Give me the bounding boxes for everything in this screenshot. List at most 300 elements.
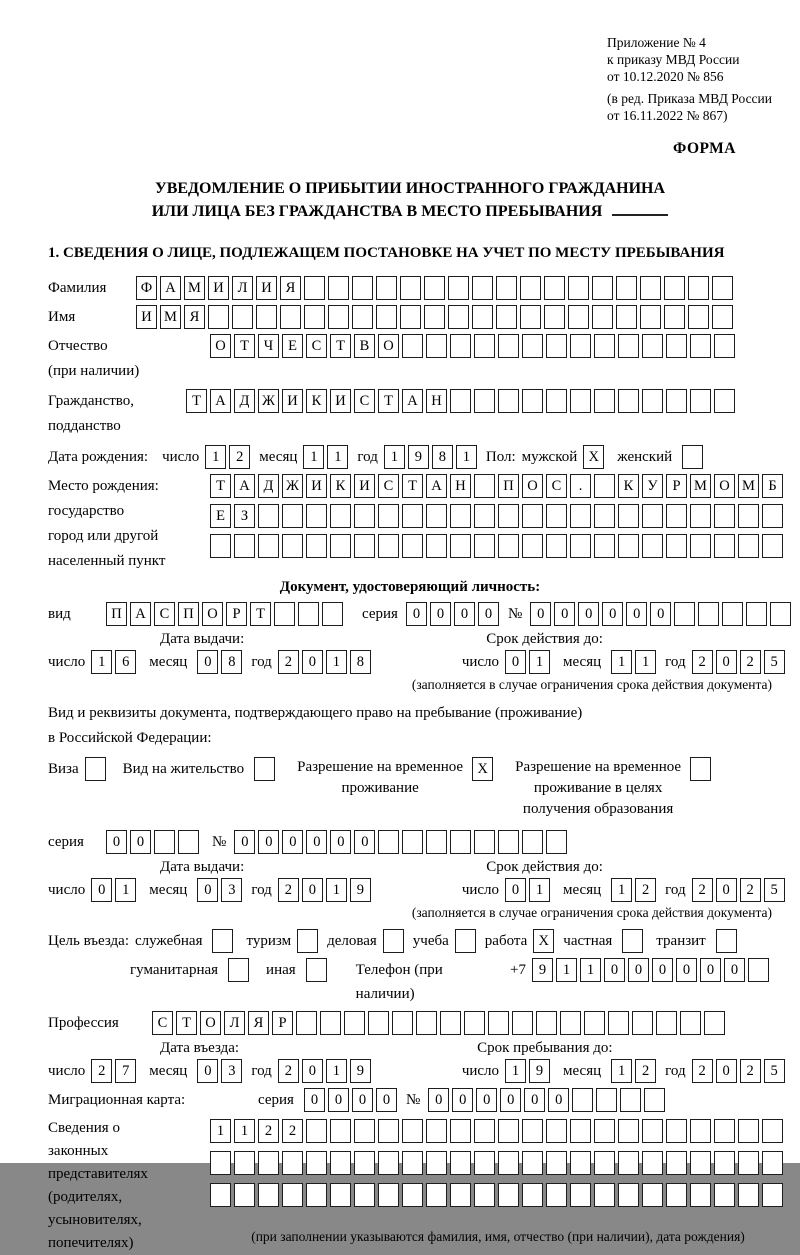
char-box[interactable]: 0	[554, 602, 575, 626]
purpose-transit-checkbox[interactable]	[716, 929, 740, 953]
char-box[interactable]	[496, 276, 517, 300]
char-box[interactable]: 2	[282, 1119, 303, 1143]
title-blank-underline[interactable]	[612, 200, 668, 216]
char-box[interactable]	[424, 305, 445, 329]
mc-number-input[interactable]	[428, 1088, 668, 1112]
char-box[interactable]: У	[642, 474, 663, 498]
birth-day-input[interactable]	[205, 445, 253, 469]
char-box[interactable]	[682, 445, 703, 469]
char-box[interactable]	[210, 534, 231, 558]
entry-day[interactable]	[91, 1059, 139, 1083]
char-box[interactable]	[642, 1151, 663, 1175]
char-box[interactable]	[546, 504, 567, 528]
char-box[interactable]	[402, 334, 423, 358]
char-box[interactable]	[570, 1119, 591, 1143]
char-box[interactable]	[546, 534, 567, 558]
doc-issue-year[interactable]	[278, 650, 374, 674]
char-box[interactable]	[354, 1183, 375, 1207]
char-box[interactable]: 1	[611, 1059, 632, 1083]
char-box[interactable]: О	[200, 1011, 221, 1035]
char-box[interactable]	[622, 929, 643, 953]
char-box[interactable]: 1	[556, 958, 577, 982]
char-box[interactable]: И	[354, 474, 375, 498]
representatives-input-row3[interactable]	[210, 1183, 786, 1207]
char-box[interactable]: И	[282, 389, 303, 413]
char-box[interactable]	[644, 1088, 665, 1112]
char-box[interactable]	[474, 1119, 495, 1143]
patronymic-input[interactable]	[210, 334, 738, 358]
char-box[interactable]: 0	[500, 1088, 521, 1112]
char-box[interactable]: 0	[376, 1088, 397, 1112]
char-box[interactable]: М	[184, 276, 205, 300]
phone-input[interactable]	[532, 958, 772, 982]
char-box[interactable]: X	[533, 929, 554, 953]
char-box[interactable]	[642, 334, 663, 358]
char-box[interactable]: 3	[221, 878, 242, 902]
char-box[interactable]	[546, 389, 567, 413]
char-box[interactable]	[488, 1011, 509, 1035]
char-box[interactable]	[426, 334, 447, 358]
char-box[interactable]: 6	[115, 650, 136, 674]
char-box[interactable]: С	[546, 474, 567, 498]
char-box[interactable]	[690, 757, 711, 781]
doc-expiry-year[interactable]	[692, 650, 788, 674]
char-box[interactable]	[328, 305, 349, 329]
char-box[interactable]: 0	[604, 958, 625, 982]
char-box[interactable]: П	[178, 602, 199, 626]
char-box[interactable]: Я	[184, 305, 205, 329]
char-box[interactable]	[376, 305, 397, 329]
char-box[interactable]: 0	[724, 958, 745, 982]
sex-male-checkbox[interactable]	[583, 445, 607, 469]
char-box[interactable]	[330, 534, 351, 558]
char-box[interactable]: 0	[650, 602, 671, 626]
representatives-input-row2[interactable]	[210, 1151, 786, 1175]
birth-place-input-row2[interactable]	[210, 504, 786, 528]
residence-permit-checkbox[interactable]	[254, 757, 278, 781]
char-box[interactable]	[738, 504, 759, 528]
char-box[interactable]: 0	[716, 650, 737, 674]
char-box[interactable]	[416, 1011, 437, 1035]
char-box[interactable]	[642, 504, 663, 528]
char-box[interactable]	[352, 276, 373, 300]
char-box[interactable]	[450, 334, 471, 358]
char-box[interactable]: 0	[628, 958, 649, 982]
char-box[interactable]: Ч	[258, 334, 279, 358]
char-box[interactable]: Т	[378, 389, 399, 413]
char-box[interactable]	[618, 1119, 639, 1143]
char-box[interactable]: 0	[304, 1088, 325, 1112]
char-box[interactable]	[568, 276, 589, 300]
doc-issue-day[interactable]	[91, 650, 139, 674]
char-box[interactable]: 0	[478, 602, 499, 626]
char-box[interactable]: А	[234, 474, 255, 498]
char-box[interactable]	[450, 389, 471, 413]
char-box[interactable]	[536, 1011, 557, 1035]
char-box[interactable]	[322, 602, 343, 626]
char-box[interactable]: О	[210, 334, 231, 358]
char-box[interactable]	[594, 1183, 615, 1207]
char-box[interactable]	[232, 305, 253, 329]
char-box[interactable]	[306, 534, 327, 558]
char-box[interactable]	[642, 1119, 663, 1143]
char-box[interactable]: 5	[764, 878, 785, 902]
char-box[interactable]	[354, 534, 375, 558]
char-box[interactable]	[354, 1119, 375, 1143]
char-box[interactable]	[474, 334, 495, 358]
char-box[interactable]	[570, 334, 591, 358]
char-box[interactable]: 1	[384, 445, 405, 469]
char-box[interactable]	[258, 1183, 279, 1207]
char-box[interactable]: 0	[302, 1059, 323, 1083]
char-box[interactable]: Н	[450, 474, 471, 498]
stay-month[interactable]	[611, 1059, 659, 1083]
char-box[interactable]	[256, 305, 277, 329]
char-box[interactable]	[330, 1151, 351, 1175]
char-box[interactable]	[496, 305, 517, 329]
char-box[interactable]	[378, 504, 399, 528]
representatives-input-row1[interactable]	[210, 1119, 786, 1143]
char-box[interactable]: О	[202, 602, 223, 626]
char-box[interactable]	[400, 276, 421, 300]
char-box[interactable]: 0	[454, 602, 475, 626]
char-box[interactable]: 2	[278, 1059, 299, 1083]
char-box[interactable]	[330, 504, 351, 528]
char-box[interactable]	[328, 276, 349, 300]
char-box[interactable]	[376, 276, 397, 300]
char-box[interactable]	[426, 534, 447, 558]
char-box[interactable]	[640, 305, 661, 329]
char-box[interactable]: А	[426, 474, 447, 498]
char-box[interactable]: 0	[197, 1059, 218, 1083]
char-box[interactable]: Л	[232, 276, 253, 300]
char-box[interactable]: М	[160, 305, 181, 329]
char-box[interactable]: 0	[302, 878, 323, 902]
char-box[interactable]	[714, 334, 735, 358]
char-box[interactable]: О	[378, 334, 399, 358]
char-box[interactable]	[716, 929, 737, 953]
char-box[interactable]	[450, 1119, 471, 1143]
char-box[interactable]	[592, 276, 613, 300]
char-box[interactable]: 1	[303, 445, 324, 469]
char-box[interactable]: Д	[258, 474, 279, 498]
char-box[interactable]	[594, 504, 615, 528]
char-box[interactable]: Л	[224, 1011, 245, 1035]
char-box[interactable]	[642, 534, 663, 558]
char-box[interactable]	[570, 1183, 591, 1207]
char-box[interactable]	[450, 534, 471, 558]
char-box[interactable]	[714, 1119, 735, 1143]
char-box[interactable]: 0	[716, 878, 737, 902]
char-box[interactable]	[234, 1183, 255, 1207]
char-box[interactable]: К	[618, 474, 639, 498]
char-box[interactable]	[258, 534, 279, 558]
char-box[interactable]: 1	[205, 445, 226, 469]
char-box[interactable]	[674, 602, 695, 626]
char-box[interactable]: 8	[350, 650, 371, 674]
char-box[interactable]	[424, 276, 445, 300]
char-box[interactable]: 9	[350, 1059, 371, 1083]
char-box[interactable]	[474, 1183, 495, 1207]
char-box[interactable]	[306, 1151, 327, 1175]
char-box[interactable]	[282, 504, 303, 528]
surname-input[interactable]	[136, 276, 736, 300]
char-box[interactable]	[608, 1011, 629, 1035]
char-box[interactable]: С	[152, 1011, 173, 1035]
char-box[interactable]: Д	[234, 389, 255, 413]
char-box[interactable]: Р	[666, 474, 687, 498]
char-box[interactable]: И	[208, 276, 229, 300]
char-box[interactable]	[594, 1119, 615, 1143]
char-box[interactable]: А	[130, 602, 151, 626]
residence-expiry-day[interactable]	[505, 878, 553, 902]
char-box[interactable]: С	[306, 334, 327, 358]
char-box[interactable]	[426, 1151, 447, 1175]
char-box[interactable]	[426, 830, 447, 854]
char-box[interactable]	[254, 757, 275, 781]
char-box[interactable]: 2	[278, 878, 299, 902]
char-box[interactable]: М	[690, 474, 711, 498]
char-box[interactable]	[666, 1183, 687, 1207]
purpose-private-checkbox[interactable]	[622, 929, 646, 953]
char-box[interactable]	[354, 504, 375, 528]
char-box[interactable]	[642, 389, 663, 413]
char-box[interactable]	[594, 334, 615, 358]
char-box[interactable]	[378, 830, 399, 854]
char-box[interactable]: О	[522, 474, 543, 498]
profession-input[interactable]	[152, 1011, 728, 1035]
char-box[interactable]	[584, 1011, 605, 1035]
char-box[interactable]	[448, 305, 469, 329]
char-box[interactable]	[522, 334, 543, 358]
char-box[interactable]: 0	[106, 830, 127, 854]
char-box[interactable]	[297, 929, 318, 953]
char-box[interactable]	[762, 1119, 783, 1143]
char-box[interactable]: 8	[432, 445, 453, 469]
char-box[interactable]: 1	[456, 445, 477, 469]
char-box[interactable]	[450, 504, 471, 528]
char-box[interactable]: И	[256, 276, 277, 300]
char-box[interactable]	[306, 504, 327, 528]
char-box[interactable]: С	[354, 389, 375, 413]
char-box[interactable]	[234, 1151, 255, 1175]
char-box[interactable]	[546, 1151, 567, 1175]
char-box[interactable]	[690, 1151, 711, 1175]
char-box[interactable]: 1	[611, 878, 632, 902]
char-box[interactable]: 8	[221, 650, 242, 674]
char-box[interactable]	[666, 504, 687, 528]
entry-month[interactable]	[197, 1059, 245, 1083]
purpose-tourism-checkbox[interactable]	[297, 929, 321, 953]
char-box[interactable]	[522, 1151, 543, 1175]
char-box[interactable]: Р	[226, 602, 247, 626]
char-box[interactable]	[280, 305, 301, 329]
char-box[interactable]: X	[583, 445, 604, 469]
char-box[interactable]: 1	[210, 1119, 231, 1143]
char-box[interactable]: 0	[352, 1088, 373, 1112]
char-box[interactable]: Я	[280, 276, 301, 300]
char-box[interactable]	[258, 504, 279, 528]
char-box[interactable]: 1	[91, 650, 112, 674]
char-box[interactable]	[282, 1183, 303, 1207]
char-box[interactable]: 0	[548, 1088, 569, 1112]
char-box[interactable]: 0	[602, 602, 623, 626]
char-box[interactable]: 1	[327, 445, 348, 469]
purpose-work-checkbox[interactable]	[533, 929, 557, 953]
char-box[interactable]: Т	[250, 602, 271, 626]
residence-issue-month[interactable]	[197, 878, 245, 902]
char-box[interactable]: 0	[428, 1088, 449, 1112]
char-box[interactable]: Н	[426, 389, 447, 413]
char-box[interactable]	[368, 1011, 389, 1035]
char-box[interactable]: А	[210, 389, 231, 413]
char-box[interactable]	[522, 1183, 543, 1207]
char-box[interactable]	[522, 1119, 543, 1143]
char-box[interactable]	[618, 1151, 639, 1175]
char-box[interactable]	[664, 276, 685, 300]
char-box[interactable]	[738, 534, 759, 558]
char-box[interactable]: 1	[326, 650, 347, 674]
char-box[interactable]	[618, 1183, 639, 1207]
char-box[interactable]: 2	[229, 445, 250, 469]
char-box[interactable]	[568, 305, 589, 329]
char-box[interactable]	[642, 1183, 663, 1207]
char-box[interactable]: 9	[529, 1059, 550, 1083]
char-box[interactable]: 0	[91, 878, 112, 902]
char-box[interactable]: Ж	[258, 389, 279, 413]
char-box[interactable]	[762, 1151, 783, 1175]
char-box[interactable]	[426, 504, 447, 528]
char-box[interactable]: 5	[764, 1059, 785, 1083]
char-box[interactable]	[378, 1183, 399, 1207]
purpose-humanitarian-checkbox[interactable]	[228, 958, 252, 982]
char-box[interactable]	[570, 504, 591, 528]
char-box[interactable]: 1	[529, 650, 550, 674]
char-box[interactable]	[520, 305, 541, 329]
char-box[interactable]	[666, 389, 687, 413]
char-box[interactable]	[498, 1119, 519, 1143]
char-box[interactable]	[474, 389, 495, 413]
char-box[interactable]	[330, 1183, 351, 1207]
char-box[interactable]	[688, 305, 709, 329]
residence-expiry-year[interactable]	[692, 878, 788, 902]
purpose-official-checkbox[interactable]	[212, 929, 236, 953]
char-box[interactable]: Т	[402, 474, 423, 498]
char-box[interactable]	[474, 534, 495, 558]
char-box[interactable]: 1	[326, 878, 347, 902]
char-box[interactable]: 0	[258, 830, 279, 854]
char-box[interactable]	[298, 602, 319, 626]
doc-number-input[interactable]	[530, 602, 794, 626]
char-box[interactable]	[714, 504, 735, 528]
char-box[interactable]: Е	[210, 504, 231, 528]
birth-place-input-row3[interactable]	[210, 534, 786, 558]
char-box[interactable]	[714, 1183, 735, 1207]
char-box[interactable]	[690, 389, 711, 413]
char-box[interactable]	[402, 1151, 423, 1175]
char-box[interactable]: С	[154, 602, 175, 626]
birth-place-input-row1[interactable]	[210, 474, 786, 498]
char-box[interactable]	[620, 1088, 641, 1112]
char-box[interactable]	[522, 534, 543, 558]
char-box[interactable]: 0	[530, 602, 551, 626]
char-box[interactable]	[344, 1011, 365, 1035]
char-box[interactable]	[455, 929, 476, 953]
birth-year-input[interactable]	[384, 445, 480, 469]
char-box[interactable]	[690, 1119, 711, 1143]
char-box[interactable]	[770, 602, 791, 626]
char-box[interactable]: К	[306, 389, 327, 413]
char-box[interactable]	[304, 276, 325, 300]
char-box[interactable]: 0	[716, 1059, 737, 1083]
char-box[interactable]	[522, 504, 543, 528]
char-box[interactable]	[618, 389, 639, 413]
doc-issue-month[interactable]	[197, 650, 245, 674]
char-box[interactable]: Е	[282, 334, 303, 358]
char-box[interactable]	[546, 1119, 567, 1143]
char-box[interactable]: 2	[740, 650, 761, 674]
char-box[interactable]: 2	[692, 650, 713, 674]
char-box[interactable]	[704, 1011, 725, 1035]
purpose-other-checkbox[interactable]	[306, 958, 330, 982]
char-box[interactable]: П	[498, 474, 519, 498]
char-box[interactable]: 0	[234, 830, 255, 854]
temp-residence-checkbox[interactable]	[472, 757, 496, 781]
char-box[interactable]: 0	[354, 830, 375, 854]
char-box[interactable]	[738, 1183, 759, 1207]
char-box[interactable]	[498, 389, 519, 413]
char-box[interactable]	[666, 1151, 687, 1175]
char-box[interactable]: Б	[762, 474, 783, 498]
char-box[interactable]: И	[306, 474, 327, 498]
char-box[interactable]: 9	[408, 445, 429, 469]
char-box[interactable]	[722, 602, 743, 626]
char-box[interactable]: 0	[578, 602, 599, 626]
char-box[interactable]: 0	[197, 650, 218, 674]
doc-expiry-month[interactable]	[611, 650, 659, 674]
char-box[interactable]	[208, 305, 229, 329]
char-box[interactable]	[512, 1011, 533, 1035]
char-box[interactable]: 2	[278, 650, 299, 674]
char-box[interactable]: М	[738, 474, 759, 498]
char-box[interactable]	[522, 389, 543, 413]
char-box[interactable]	[664, 305, 685, 329]
char-box[interactable]	[762, 1183, 783, 1207]
char-box[interactable]: 0	[330, 830, 351, 854]
char-box[interactable]	[402, 1183, 423, 1207]
char-box[interactable]: З	[234, 504, 255, 528]
char-box[interactable]	[154, 830, 175, 854]
char-box[interactable]	[320, 1011, 341, 1035]
char-box[interactable]	[474, 1151, 495, 1175]
char-box[interactable]	[520, 276, 541, 300]
char-box[interactable]	[546, 334, 567, 358]
char-box[interactable]: 0	[652, 958, 673, 982]
char-box[interactable]	[464, 1011, 485, 1035]
char-box[interactable]	[448, 276, 469, 300]
char-box[interactable]	[354, 1151, 375, 1175]
char-box[interactable]	[352, 305, 373, 329]
char-box[interactable]: Т	[234, 334, 255, 358]
char-box[interactable]	[748, 958, 769, 982]
char-box[interactable]	[618, 504, 639, 528]
char-box[interactable]	[178, 830, 199, 854]
char-box[interactable]: 0	[282, 830, 303, 854]
char-box[interactable]: 1	[234, 1119, 255, 1143]
char-box[interactable]	[378, 1119, 399, 1143]
char-box[interactable]: 0	[452, 1088, 473, 1112]
char-box[interactable]	[498, 1151, 519, 1175]
